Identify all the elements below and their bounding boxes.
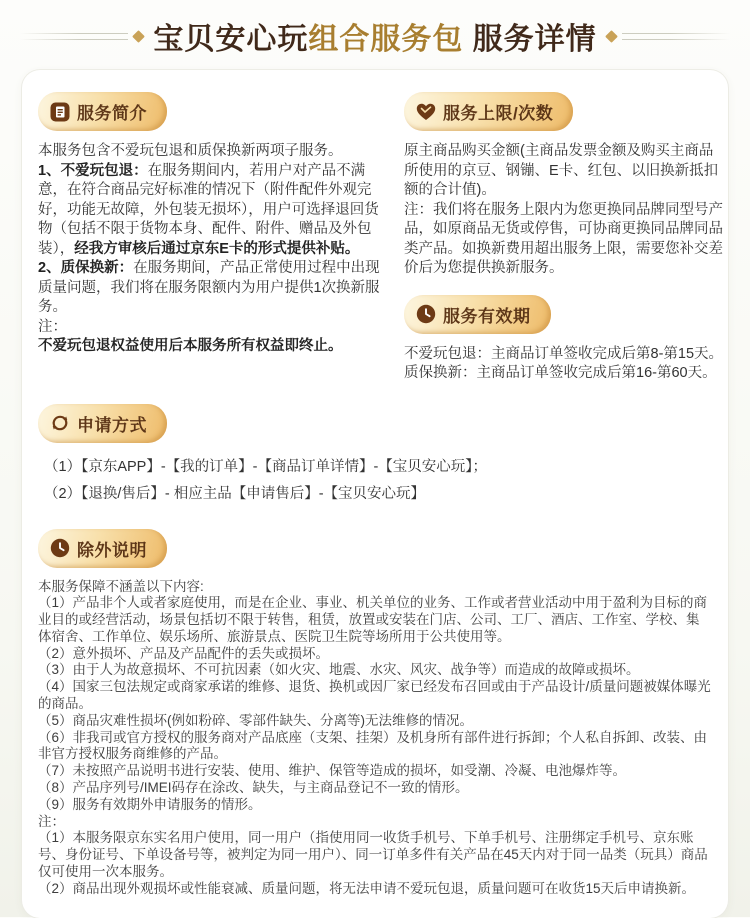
heart-icon: [416, 102, 436, 122]
section-title: 除外说明: [77, 540, 147, 560]
service-detail-card: [22, 70, 728, 918]
diamond-icon: [605, 30, 618, 43]
document-icon: [50, 102, 70, 122]
section-title: 服务简介: [77, 104, 147, 123]
ornament-lines: [622, 33, 730, 40]
clock-icon: [416, 304, 436, 324]
title-ornament-right: [607, 32, 730, 41]
section-badge-apply: [38, 404, 167, 443]
title-ornament-left: [20, 32, 143, 41]
section-exclusions: [38, 529, 712, 898]
section-badge-intro: [38, 92, 167, 131]
section-apply: [38, 404, 712, 508]
section-badge-exclusions: [38, 529, 167, 568]
section-title: 服务有效期: [443, 306, 531, 326]
section-intro: [38, 92, 386, 384]
section-title: 申请方式: [77, 415, 147, 435]
intro-text: 本服务包含不爱玩包退和质保换新两项子服务。 1、不爱玩包退：在服务期间内，若用户对产品不满意，在符合商品完好标准的情况下（附件配件外观完好，功能无故障，外包装无损坏），用户可选择退回货物（包括不限于货物本身、配件、附件、赠品及外包装），经我方审核后通过京东E卡的形式提供补贴。 2、质保换新：在服务期间，产品正常使用过程中出现质量问题，我们将在服务限额内为用户提供1次换新服务。 注： 不爱玩包退权益使用后本服务所有权益即终止。: [38, 143, 380, 354]
page-title: 宝贝安心玩组合服务包 服务详情: [153, 23, 597, 56]
top-two-columns: [38, 92, 724, 384]
section-badge-limit: [404, 92, 573, 131]
ornament-lines: [20, 33, 128, 40]
section-title: 服务上限/次数: [443, 104, 554, 123]
clock-icon: [50, 538, 70, 558]
section-limit: [404, 92, 726, 279]
right-column: [404, 92, 726, 384]
apply-steps: （1）【京东APP】-【我的订单】-【商品订单详情】-【宝贝安心玩】； （2）【退换/售后】- 相应主品【申请售后】-【宝贝安心玩】: [44, 458, 488, 502]
page-header: [0, 0, 750, 66]
section-validity: [404, 295, 726, 384]
limit-text: 原主商品购买金额(主商品发票金额及购买主商品所使用的京豆、钢镚、E卡、红包、以旧换新抵扣额的合计值)。 注：我们将在服务上限内为您更换同品牌同型号产品，如原商品无货或停售，可协商更换同品牌同品类产品。如换新费用超出服务上限，需要您补交差价后为您提供换新服务。: [404, 143, 723, 276]
validity-text: 不爱玩包退：主商品订单签收完成后第8-第15天。 质保换新：主商品订单签收完成后第16-第60天。: [404, 345, 724, 381]
diamond-icon: [132, 30, 145, 43]
section-badge-validity: [404, 295, 551, 334]
exclusions-text: 本服务保障不涵盖以下内容: （1）产品非个人或者家庭使用，而是在企业、事业、机关单位的业务、工作或者营业活动中用于盈利为目标的商业目的或经营活动，场景包括切不限于转售，租赁，放置或安装在门店、公司、工厂、酒店、工作室、学校、集体宿舍、工作单位、娱乐场所、旅游景点、医院卫生院等场所用于公共使用等。 （2）意外损坏、产品及产品配件的丢失或损坏。 （3）由于人为故意损坏、不可抗因素（如火灾、地震、水灾、风灾、战争等）而造成的故障或损坏。 （4）国家三包法规定或商家承诺的维修、退货、换机或因厂家已经发布召回或由于产品设计/质量问题被媒体曝光的商品。 （5）商品灾难性损坏(例如粉碎、零部件缺失、分离等)无法维修的情况。 （6）非我司或官方授权的服务商对产品底座（支架、挂架）及机身所有部件进行拆卸；个人私自拆卸、改装、由非官方授权服务商维修的产品。 （7）未按照产品说明书进行安装、使用、维护、保管等造成的损坏，如受潮、冷凝、电池爆炸等。 （8）产品序列号/IMEI码存在涂改、缺失，与主商品登记不一致的情形。 （9）服务有效期外申请服务的情形。 注： （1）本服务限京东实名用户使用，同一用户（指使用同一收货手机号、下单手机号、注册绑定手机号、京东账号、身份证号、下单设备号等，被判定为同一用户）、同一订单多件有关产品在45天内对于同一品类（玩具）商品仅可使用一次本服务。 （2）商品出现外观损坏或性能衰减、质量问题，将无法申请不爱玩包退，质量问题可在收货15天后申请换新。: [38, 578, 711, 896]
refresh-icon: [50, 413, 70, 433]
